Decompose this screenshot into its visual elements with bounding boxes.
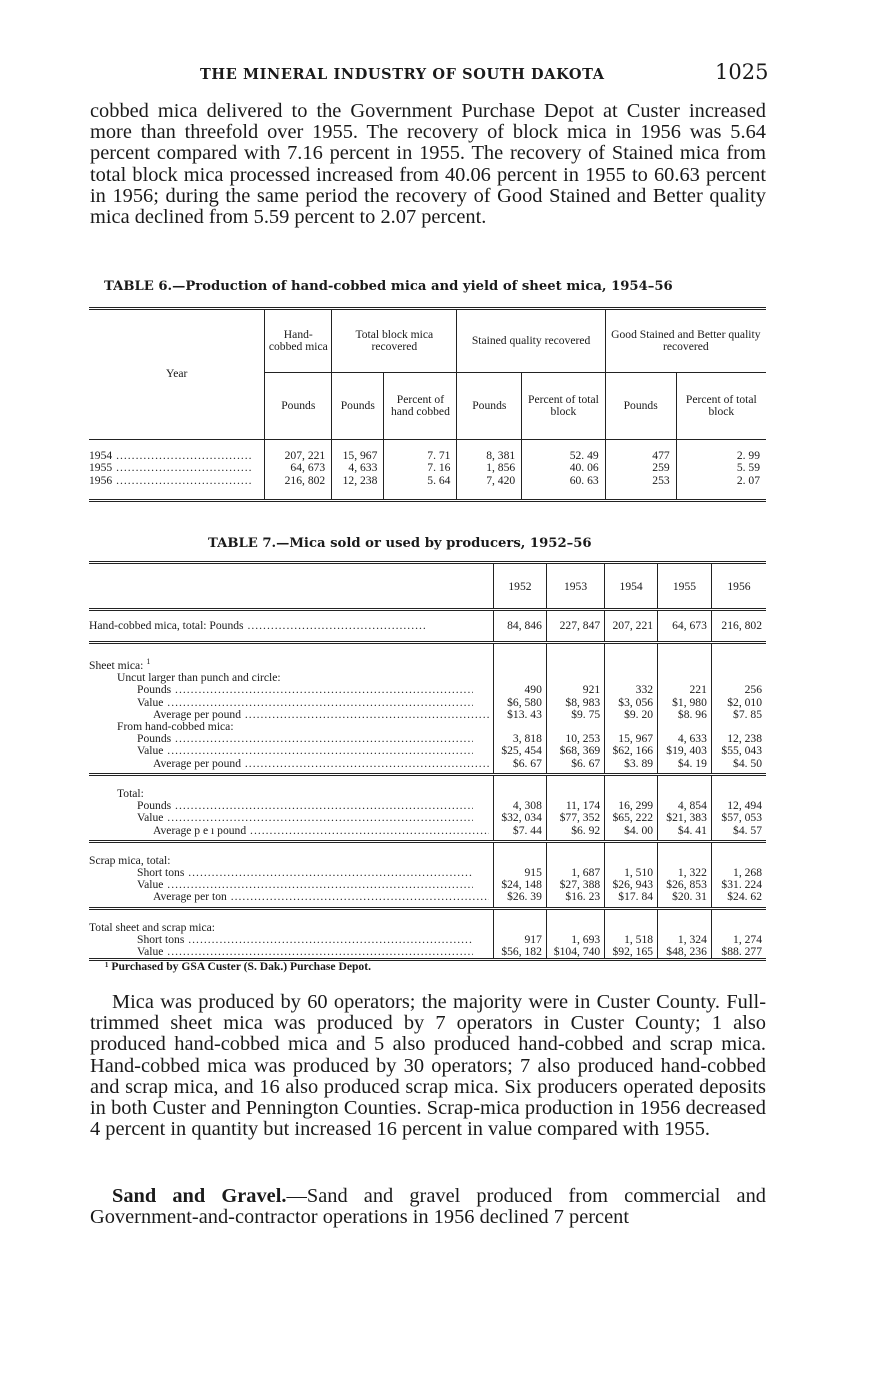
- table-cell: $6. 92: [546, 825, 604, 842]
- table-cell: $6. 67: [546, 758, 604, 775]
- table-cell: $92, 165: [605, 946, 658, 960]
- row-label: Short tons .....: [89, 867, 494, 879]
- table-cell: 1, 693: [546, 934, 604, 946]
- table-cell: 256: [711, 684, 766, 696]
- table-cell: 207, 221: [265, 440, 332, 463]
- table-cell: 7. 71: [384, 440, 457, 463]
- row-label: From hand-cobbed mica:: [117, 721, 234, 734]
- year-header: 1953: [546, 563, 604, 610]
- table-row: [89, 825, 766, 842]
- paragraph-mica-operators: Mica was produced by 60 operators; the majority were in Custer County. Full-trimmed sheet mica was produced by 7 operators in Custer County; 1 also produced hand-cobbed mica and 5 also produced hand-cobbed and scrap mica. Hand-cobbed mica was produced by 30 operators; 7 also produced hand-cobbed and scrap mica, and 16 also produced scrap mica. Six producers operated deposits in both Custer and Pennington Counties. Scrap-mica production in 1956 decreased 4 percent in quantity but increased 16 percent in value compared with 1955.: [90, 991, 766, 1141]
- row-label: Hand-cobbed mica, total: Pounds .....: [89, 610, 494, 643]
- table-row: [89, 946, 766, 960]
- table-cell: [711, 922, 766, 934]
- table-cell: 1, 856: [457, 462, 522, 474]
- sub-header: Percent of total block: [676, 373, 766, 440]
- spacer-row: [89, 841, 766, 855]
- table-cell: 64, 673: [265, 462, 332, 474]
- table-cell: $62, 166: [605, 745, 658, 757]
- table-cell: 40. 06: [522, 462, 606, 474]
- spacer-row: [89, 774, 766, 788]
- table-cell: 12, 494: [711, 800, 766, 812]
- table-cell: 5. 64: [384, 475, 457, 501]
- table-cell: $24, 148: [494, 879, 547, 891]
- table-cell: [546, 922, 604, 934]
- table7: [89, 561, 766, 961]
- table-cell: $77, 352: [546, 812, 604, 824]
- running-header: [0, 60, 872, 90]
- table-row: [89, 697, 766, 709]
- table-cell: $9. 20: [605, 709, 658, 721]
- table-cell: 60. 63: [522, 475, 606, 501]
- table-cell: 7. 16: [384, 462, 457, 474]
- group-header: Hand-cobbed mica: [265, 309, 332, 373]
- table-cell: $57, 053: [711, 812, 766, 824]
- section-text: —Sand and gravel produced from commercial and Government-and-contractor operations in 1956 declined 7 percent: [90, 1185, 766, 1229]
- table-row: [89, 800, 766, 812]
- row-label: Pounds .....: [89, 733, 494, 745]
- table-cell: 1, 687: [546, 867, 604, 879]
- year-cell: 1955 .....: [89, 462, 265, 474]
- row-label: Value .....: [89, 812, 494, 824]
- table-cell: $9. 75: [546, 709, 604, 721]
- table-cell: $3, 056: [605, 697, 658, 709]
- table-row: [89, 672, 766, 684]
- table-row: [89, 812, 766, 824]
- table-cell: 16, 299: [605, 800, 658, 812]
- table-cell: 917: [494, 934, 547, 946]
- table-cell: 8, 381: [457, 440, 522, 463]
- paragraph-sand-gravel: [90, 1186, 766, 1228]
- table-cell: $55, 043: [711, 745, 766, 757]
- table-row: [89, 656, 766, 672]
- table-cell: 1, 324: [658, 934, 712, 946]
- table-cell: 10, 253: [546, 733, 604, 745]
- row-label: Uncut larger than punch and circle:: [117, 672, 281, 685]
- table-row: [89, 684, 766, 696]
- table-row: [89, 922, 766, 934]
- table-cell: 15, 967: [332, 440, 384, 463]
- table-row: [89, 788, 766, 800]
- table-cell: [658, 656, 712, 672]
- table-cell: 921: [546, 684, 604, 696]
- table-row: [89, 709, 766, 721]
- row-label: Pounds .....: [89, 800, 494, 812]
- row-label: Average p e ı pound .....: [89, 825, 494, 842]
- footnote-mark: 1: [146, 657, 151, 667]
- page-number: 1025: [715, 60, 769, 84]
- table-cell: 477: [605, 440, 676, 463]
- table-row: [89, 934, 766, 946]
- table-cell: 52. 49: [522, 440, 606, 463]
- table-row: [89, 733, 766, 745]
- table-cell: $104, 740: [546, 946, 604, 960]
- table-cell: [605, 656, 658, 672]
- sub-header: Pounds: [265, 373, 332, 440]
- table-row: [89, 758, 766, 775]
- sub-header: Pounds: [332, 373, 384, 440]
- table-row: [89, 891, 766, 908]
- table-cell: 259: [605, 462, 676, 474]
- table-cell: 4, 633: [332, 462, 384, 474]
- table7-caption: TABLE 7.—Mica sold or used by producers, 1952–56: [208, 536, 592, 551]
- table-cell: $3. 89: [605, 758, 658, 775]
- table-cell: 216, 802: [265, 475, 332, 501]
- table-cell: 1, 322: [658, 867, 712, 879]
- year-header: 1952: [494, 563, 547, 610]
- row-label: Pounds .....: [89, 684, 494, 696]
- table-row: [89, 745, 766, 757]
- table-cell: $1, 980: [658, 697, 712, 709]
- table-cell: 2. 07: [676, 475, 766, 501]
- table-cell: 207, 221: [605, 610, 658, 643]
- year-header: 1956: [711, 563, 766, 610]
- row-label: Short tons .....: [89, 934, 494, 946]
- table-cell: [605, 922, 658, 934]
- table-cell: 5. 59: [676, 462, 766, 474]
- table6: [89, 307, 766, 502]
- year-cell: 1954 .....: [89, 440, 265, 463]
- table-cell: 1, 274: [711, 934, 766, 946]
- stub-header: [89, 563, 494, 610]
- table-cell: $4. 41: [658, 825, 712, 842]
- table6-caption: TABLE 6.—Production of hand-cobbed mica and yield of sheet mica, 1954–56: [104, 279, 673, 294]
- row-label: Scrap mica, total:: [89, 854, 171, 867]
- table-cell: 490: [494, 684, 547, 696]
- table-cell: $21, 383: [658, 812, 712, 824]
- table-row: [89, 867, 766, 879]
- table-cell: [658, 922, 712, 934]
- table-cell: $24. 62: [711, 891, 766, 908]
- table-cell: $32, 034: [494, 812, 547, 824]
- spacer-row: [89, 908, 766, 922]
- row-label: Total:: [117, 787, 144, 800]
- table-cell: $31. 224: [711, 879, 766, 891]
- table-cell: 15, 967: [605, 733, 658, 745]
- sub-header: Pounds: [605, 373, 676, 440]
- table-cell: 12, 238: [332, 475, 384, 501]
- table-cell: 915: [494, 867, 547, 879]
- table-cell: 3, 818: [494, 733, 547, 745]
- table-cell: $25, 454: [494, 745, 547, 757]
- table-cell: 2. 99: [676, 440, 766, 463]
- table-cell: 253: [605, 475, 676, 501]
- year-header: 1955: [658, 563, 712, 610]
- table-cell: $19, 403: [658, 745, 712, 757]
- table-cell: 84, 846: [494, 610, 547, 643]
- running-title: THE MINERAL INDUSTRY OF SOUTH DAKOTA: [200, 66, 605, 83]
- row-label: Value .....: [89, 745, 494, 757]
- table7-body: [89, 610, 766, 960]
- group-header: Good Stained and Better quality recovered: [605, 309, 766, 373]
- table-cell: 11, 174: [546, 800, 604, 812]
- table-cell: $4. 19: [658, 758, 712, 775]
- row-label: Value .....: [89, 697, 494, 709]
- table-cell: $48, 236: [658, 946, 712, 960]
- table-cell: 332: [605, 684, 658, 696]
- table-row: [89, 855, 766, 867]
- year-header: Year: [89, 309, 265, 440]
- table-row: [89, 879, 766, 891]
- table-cell: $4. 57: [711, 825, 766, 842]
- row-label: Value .....: [89, 879, 494, 891]
- row-label: Average per ton .....: [89, 891, 494, 908]
- table-cell: $26, 943: [605, 879, 658, 891]
- table-cell: [494, 922, 547, 934]
- table-cell: [711, 656, 766, 672]
- table-row: [89, 610, 766, 643]
- table-cell: 64, 673: [658, 610, 712, 643]
- table-cell: $8, 983: [546, 697, 604, 709]
- year-cell: 1956 .....: [89, 475, 265, 501]
- sub-header: Pounds: [457, 373, 522, 440]
- table-cell: 216, 802: [711, 610, 766, 643]
- table-cell: $8. 96: [658, 709, 712, 721]
- group-header: Stained quality recovered: [457, 309, 605, 373]
- table-cell: 4, 308: [494, 800, 547, 812]
- year-header: 1954: [605, 563, 658, 610]
- table-cell: $68, 369: [546, 745, 604, 757]
- table-cell: [494, 656, 547, 672]
- table-cell: $26. 39: [494, 891, 547, 908]
- table-cell: $4. 50: [711, 758, 766, 775]
- table-cell: $17. 84: [605, 891, 658, 908]
- table-cell: 1, 518: [605, 934, 658, 946]
- section-heading: Sand and Gravel.: [112, 1185, 287, 1207]
- table-cell: $4. 00: [605, 825, 658, 842]
- row-label: Average per pound .....: [89, 758, 494, 775]
- table-cell: 1, 510: [605, 867, 658, 879]
- table-cell: 12, 238: [711, 733, 766, 745]
- intro-paragraph: cobbed mica delivered to the Government Purchase Depot at Custer increased more than threefold over 1955. The recovery of block mica in 1956 was 5.64 percent compared with 7.16 percent in 1955. The recovery of Stained mica from total block mica processed increased from 40.06 percent in 1955 to 60.63 percent in 1956; during the same period the recovery of Good Stained and Better quality mica declined from 5.59 percent to 2.07 percent.: [90, 100, 766, 229]
- table-cell: $16. 23: [546, 891, 604, 908]
- row-label: Value .....: [89, 946, 494, 960]
- table-cell: 4, 633: [658, 733, 712, 745]
- group-header: Total block mica recovered: [332, 309, 457, 373]
- table-cell: $6, 580: [494, 697, 547, 709]
- table-cell: $88. 277: [711, 946, 766, 960]
- table-cell: 221: [658, 684, 712, 696]
- spacer-row: [89, 643, 766, 657]
- sub-header: Percent of hand cobbed: [384, 373, 457, 440]
- table-cell: 7, 420: [457, 475, 522, 501]
- table-cell: 1, 268: [711, 867, 766, 879]
- row-label: Average per pound .....: [89, 709, 494, 721]
- table-cell: $13. 43: [494, 709, 547, 721]
- table-row: [89, 721, 766, 733]
- table6-body: [89, 440, 766, 501]
- table-cell: $26, 853: [658, 879, 712, 891]
- row-label: Sheet mica: $^1$: [89, 657, 151, 673]
- footnote: ¹ Purchased by GSA Custer (S. Dak.) Purchase Depot.: [105, 960, 371, 973]
- row-label: Total sheet and scrap mica:: [89, 921, 216, 934]
- table-cell: $56, 182: [494, 946, 547, 960]
- table-cell: 227, 847: [546, 610, 604, 643]
- table-cell: $20. 31: [658, 891, 712, 908]
- table-row: [89, 462, 766, 474]
- table-row: [89, 440, 766, 463]
- table-cell: $2, 010: [711, 697, 766, 709]
- table-cell: $7. 44: [494, 825, 547, 842]
- table-cell: $6. 67: [494, 758, 547, 775]
- table-cell: $65, 222: [605, 812, 658, 824]
- table-cell: 4, 854: [658, 800, 712, 812]
- sub-header: Percent of total block: [522, 373, 606, 440]
- table-cell: $7. 85: [711, 709, 766, 721]
- table-cell: [546, 656, 604, 672]
- table-cell: $27, 388: [546, 879, 604, 891]
- table-row: [89, 475, 766, 501]
